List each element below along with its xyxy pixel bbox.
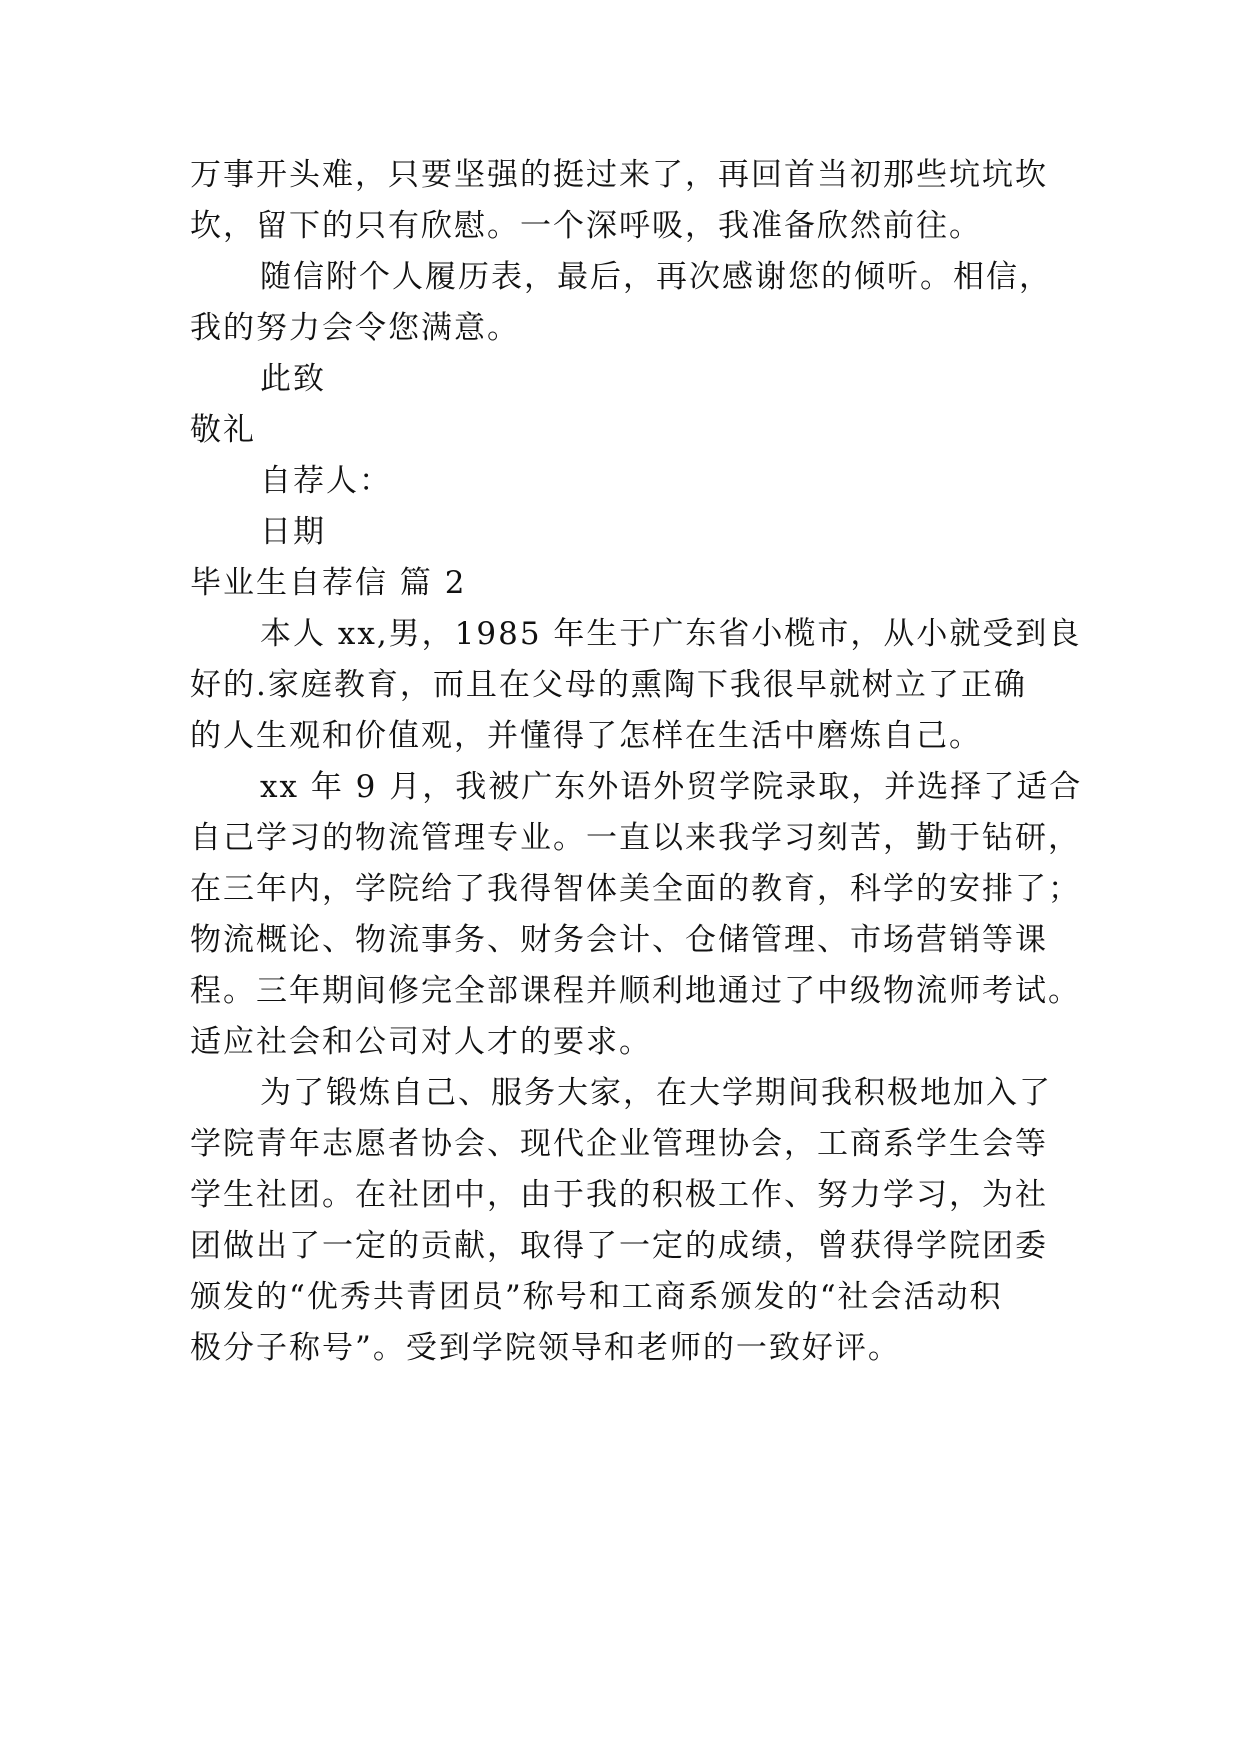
signature-line: 自荐人：: [260, 463, 392, 499]
text-line: 学院青年志愿者协会、现代企业管理协会，工商系学生会等: [190, 1126, 1048, 1162]
section-heading: 毕业生自荐信 篇 2: [190, 565, 467, 601]
text-line: 极分子称号”。受到学院领导和老师的一致好评。: [190, 1330, 901, 1366]
text-line: 在三年内，学院给了我得智体美全面的教育，科学的安排了；: [190, 871, 1081, 907]
text-line: 随信附个人履历表，最后，再次感谢您的倾听。相信，: [260, 259, 1052, 295]
text-line: 我的努力会令您满意。: [190, 310, 520, 346]
text-line: 团做出了一定的贡献，取得了一定的成绩，曾获得学院团委: [190, 1228, 1048, 1264]
text-line: xx 年 9 月，我被广东外语外贸学院录取，并选择了适合: [260, 769, 1083, 805]
text-line: 学生社团。在社团中，由于我的积极工作、努力学习，为社: [190, 1177, 1048, 1213]
text-line: 物流概论、物流事务、财务会计、仓储管理、市场营销等课: [190, 922, 1048, 958]
text-line: 适应社会和公司对人才的要求。: [190, 1024, 652, 1060]
date-line: 日期: [260, 514, 326, 550]
text-line: 好的.家庭教育，而且在父母的熏陶下我很早就树立了正确: [190, 667, 1027, 703]
text-line: 万事开头难，只要坚强的挺过来了，再回首当初那些坑坑坎: [190, 157, 1048, 193]
text-line: 颁发的“优秀共青团员”称号和工商系颁发的“社会活动积: [190, 1279, 1003, 1315]
text-line: 为了锻炼自己、服务大家，在大学期间我积极地加入了: [260, 1075, 1052, 1111]
salutation-line: 敬礼: [190, 412, 256, 448]
text-line: 的人生观和价值观，并懂得了怎样在生活中磨炼自己。: [190, 718, 982, 754]
text-line: 自己学习的物流管理专业。一直以来我学习刻苦，勤于钻研，: [190, 820, 1081, 856]
text-line: 本人 xx,男，1985 年生于广东省小榄市，从小就受到良: [260, 616, 1082, 652]
text-line: 坎，留下的只有欣慰。一个深呼吸，我准备欣然前往。: [190, 208, 982, 244]
text-line: 程。三年期间修完全部课程并顺利地通过了中级物流师考试。: [190, 973, 1081, 1009]
salutation-line: 此致: [260, 361, 326, 397]
